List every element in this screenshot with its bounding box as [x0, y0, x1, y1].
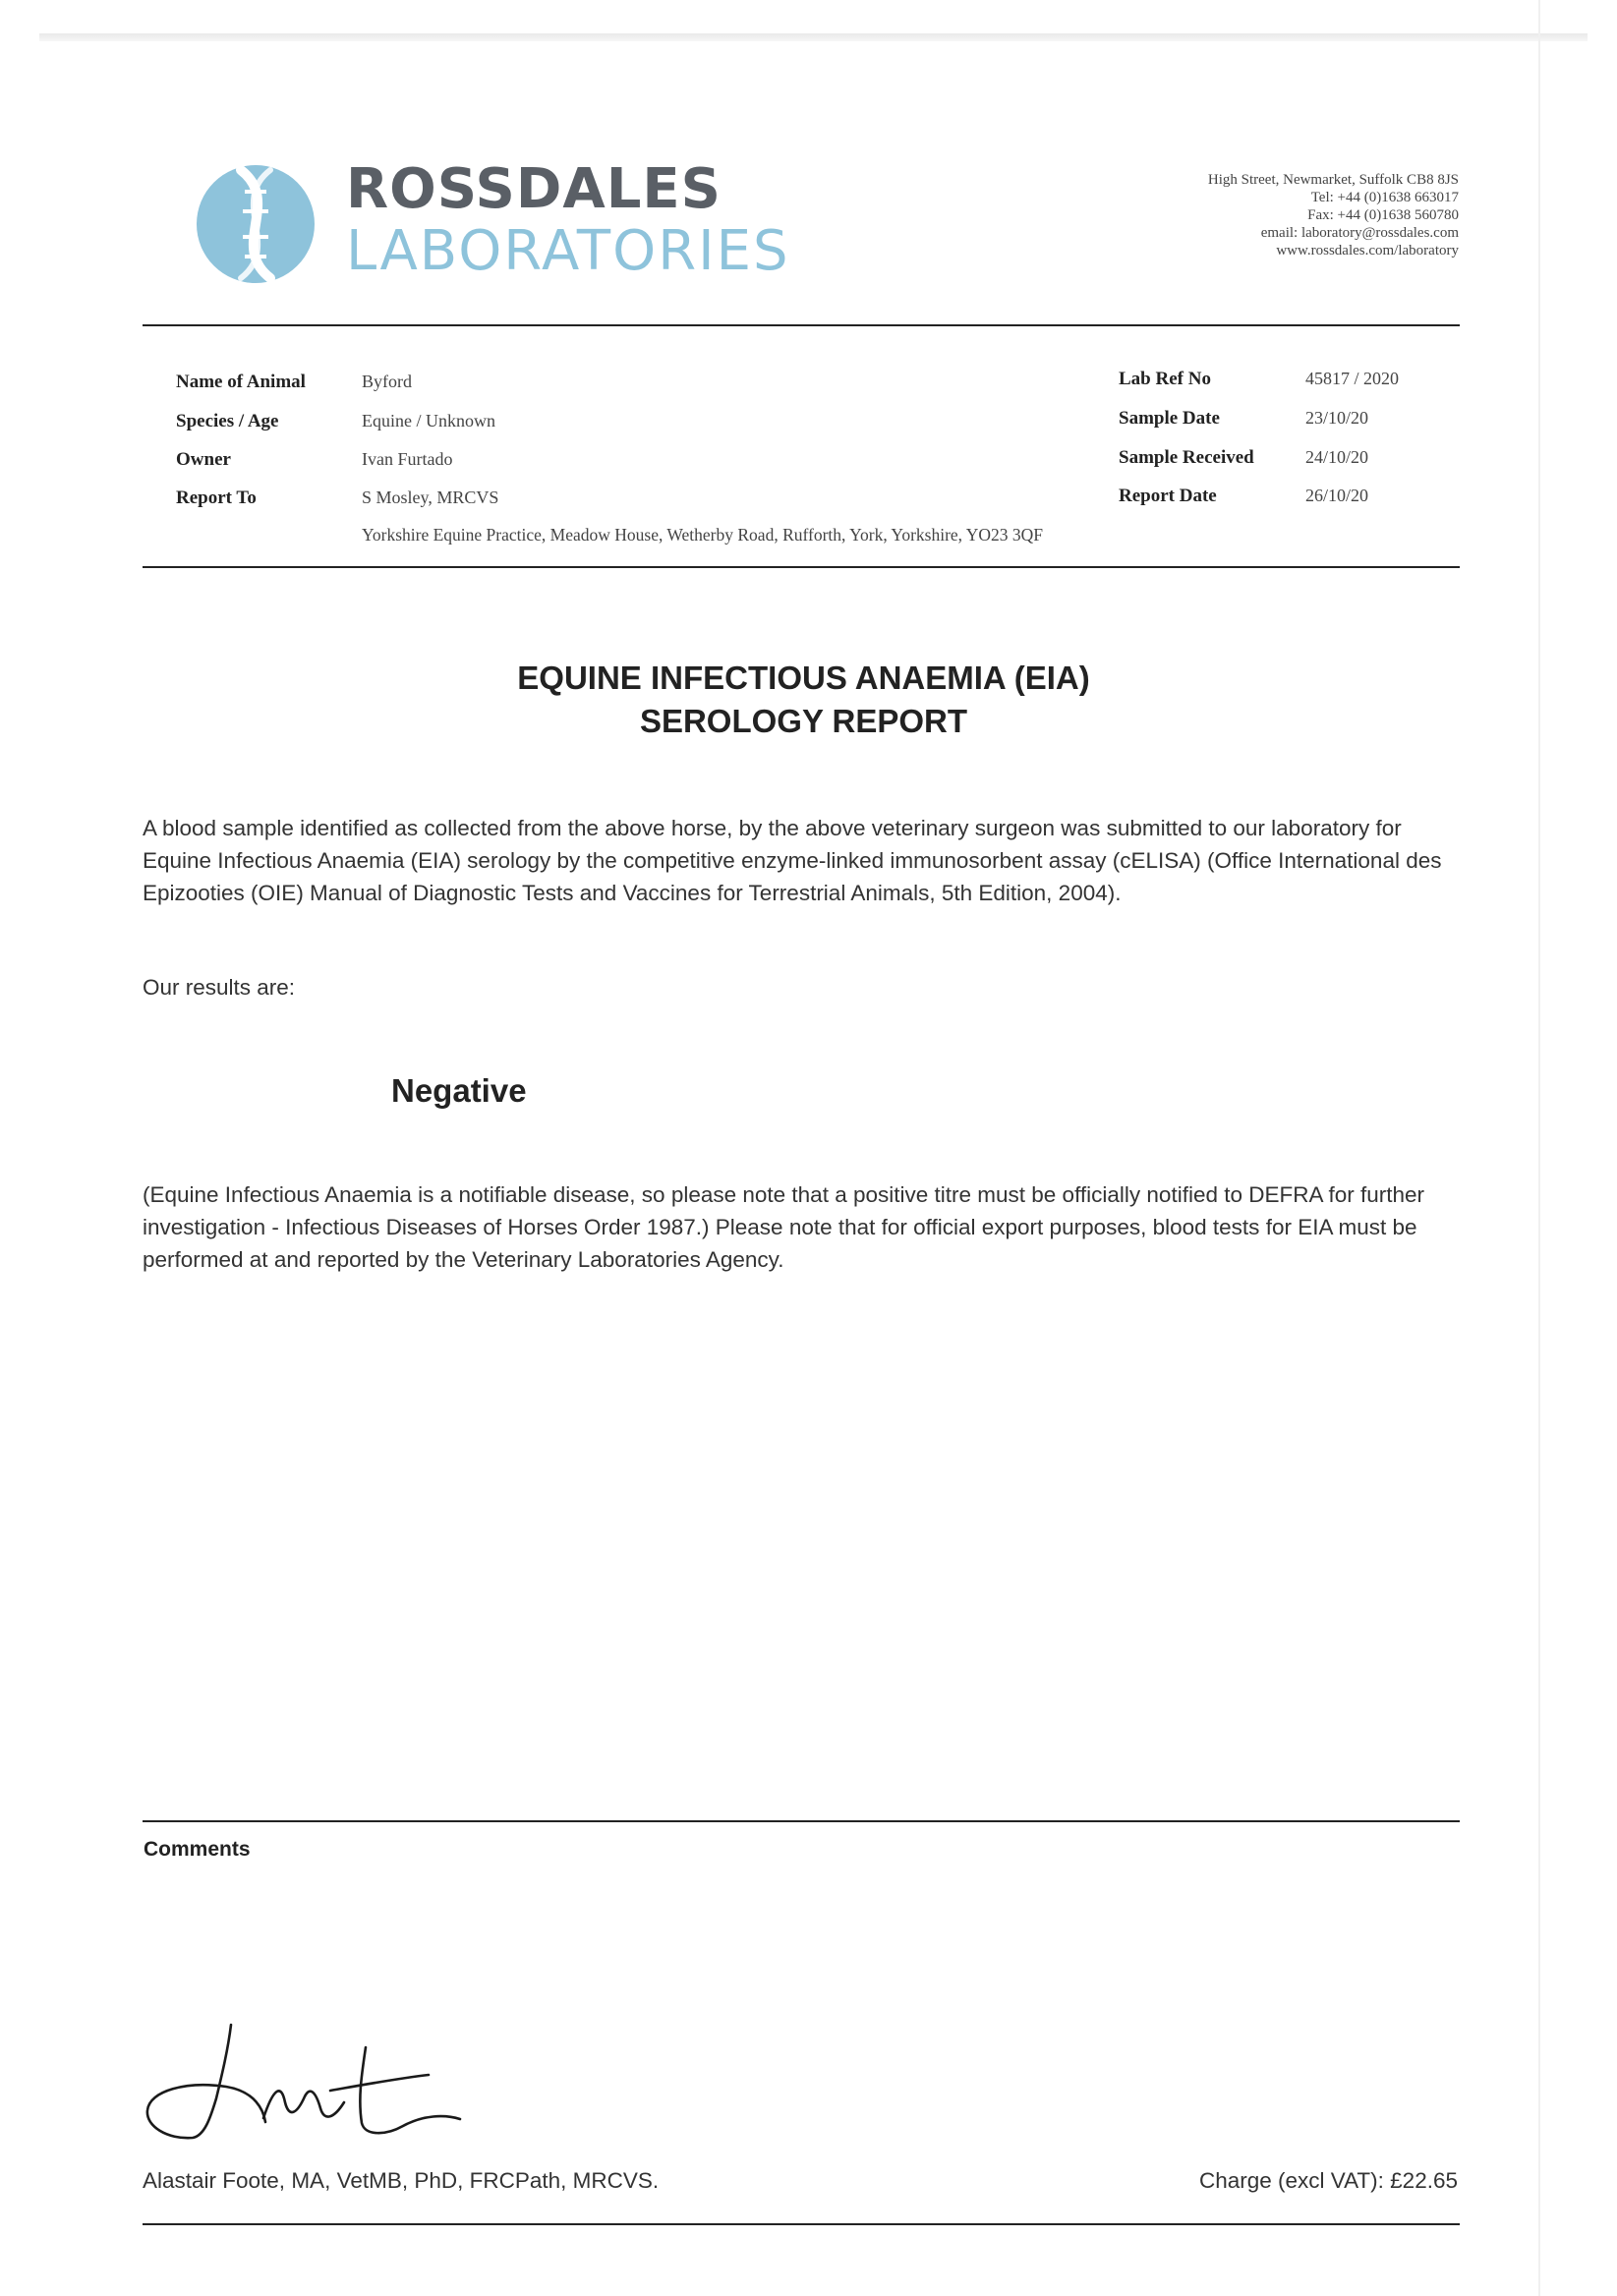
species-age-label: Species / Age [176, 411, 279, 431]
report-to-label: Report To [176, 488, 257, 508]
lab-ref-value: 45817 / 2020 [1305, 369, 1400, 388]
lab-name-line1: ROSSDALES [346, 157, 722, 221]
footer-divider [143, 2223, 1460, 2225]
animal-name-label: Name of Animal [176, 372, 306, 392]
report-date-label: Report Date [1119, 486, 1217, 506]
notifiable-note: (Equine Infectious Anaemia is a notifiable disease, so please note that a positive titre must be officially notified to DEFRA for further investigation - Infectious Diseases of Horses Order 1987.) Please note that for official export purposes, blood tests for EIA must be performed at and reported by the Veterinary Laboratories Agency. [143, 1182, 1425, 1272]
lab-contact-block [1208, 171, 1459, 259]
report-title-line2: SEROLOGY REPORT [639, 703, 968, 739]
results-intro: Our results are: [143, 975, 296, 1000]
scan-right-edge [1538, 0, 1540, 2296]
report-date-value: 26/10/20 [1305, 486, 1369, 505]
info-divider [143, 566, 1460, 568]
lab-ref-label: Lab Ref No [1119, 369, 1211, 389]
species-age-value: Equine / Unknown [362, 411, 495, 430]
intro-paragraph: A blood sample identified as collected from the above horse, by the above veterinary surgeon was submitted to our laboratory for Equine Infectious Anaemia (EIA) serology by the competitive enzyme-linked immunosorbent assay (cELISA) (Office International des Epizooties (OIE) Manual of Diagnostic Tests and Vaccines for Terrestrial Animals, 5th Edition, 2004). [143, 816, 1442, 905]
lab-tel: Tel: +44 (0)1638 663017 [1310, 190, 1459, 205]
result-value: Negative [391, 1072, 527, 1109]
charge-amount: Charge (excl VAT): £22.65 [1198, 2168, 1458, 2193]
animal-name-value: Byford [362, 372, 412, 391]
dna-logo-icon [194, 162, 318, 286]
scan-top-border [39, 33, 1588, 41]
lab-address: High Street, Newmarket, Suffolk CB8 8JS [1207, 172, 1459, 188]
owner-label: Owner [176, 449, 231, 470]
sample-date-value: 23/10/20 [1305, 408, 1369, 428]
header-divider [143, 324, 1460, 326]
report-title-line1: EQUINE INFECTIOUS ANAEMIA (EIA) [517, 660, 1090, 696]
lab-website: www.rossdales.com/laboratory [1276, 243, 1459, 258]
comments-label: Comments [144, 1838, 251, 1861]
owner-value: Ivan Furtado [362, 449, 453, 469]
sample-received-label: Sample Received [1119, 447, 1254, 468]
lab-email: email: laboratory@rossdales.com [1260, 225, 1459, 241]
practice-address: Yorkshire Equine Practice, Meadow House, Wetherby Road, Rufforth, York, Yorkshire, YO23 3QF [362, 525, 1044, 545]
lab-name-line2: LABORATORIES [346, 219, 790, 283]
handwritten-signature [138, 2020, 491, 2148]
report-to-value: S Mosley, MRCVS [362, 488, 499, 507]
comments-divider [143, 1820, 1460, 1822]
lab-fax: Fax: +44 (0)1638 560780 [1307, 207, 1459, 223]
signer-name: Alastair Foote, MA, VetMB, PhD, FRCPath, MRCVS. [143, 2168, 660, 2193]
sample-date-label: Sample Date [1119, 408, 1220, 429]
sample-received-value: 24/10/20 [1305, 447, 1369, 467]
